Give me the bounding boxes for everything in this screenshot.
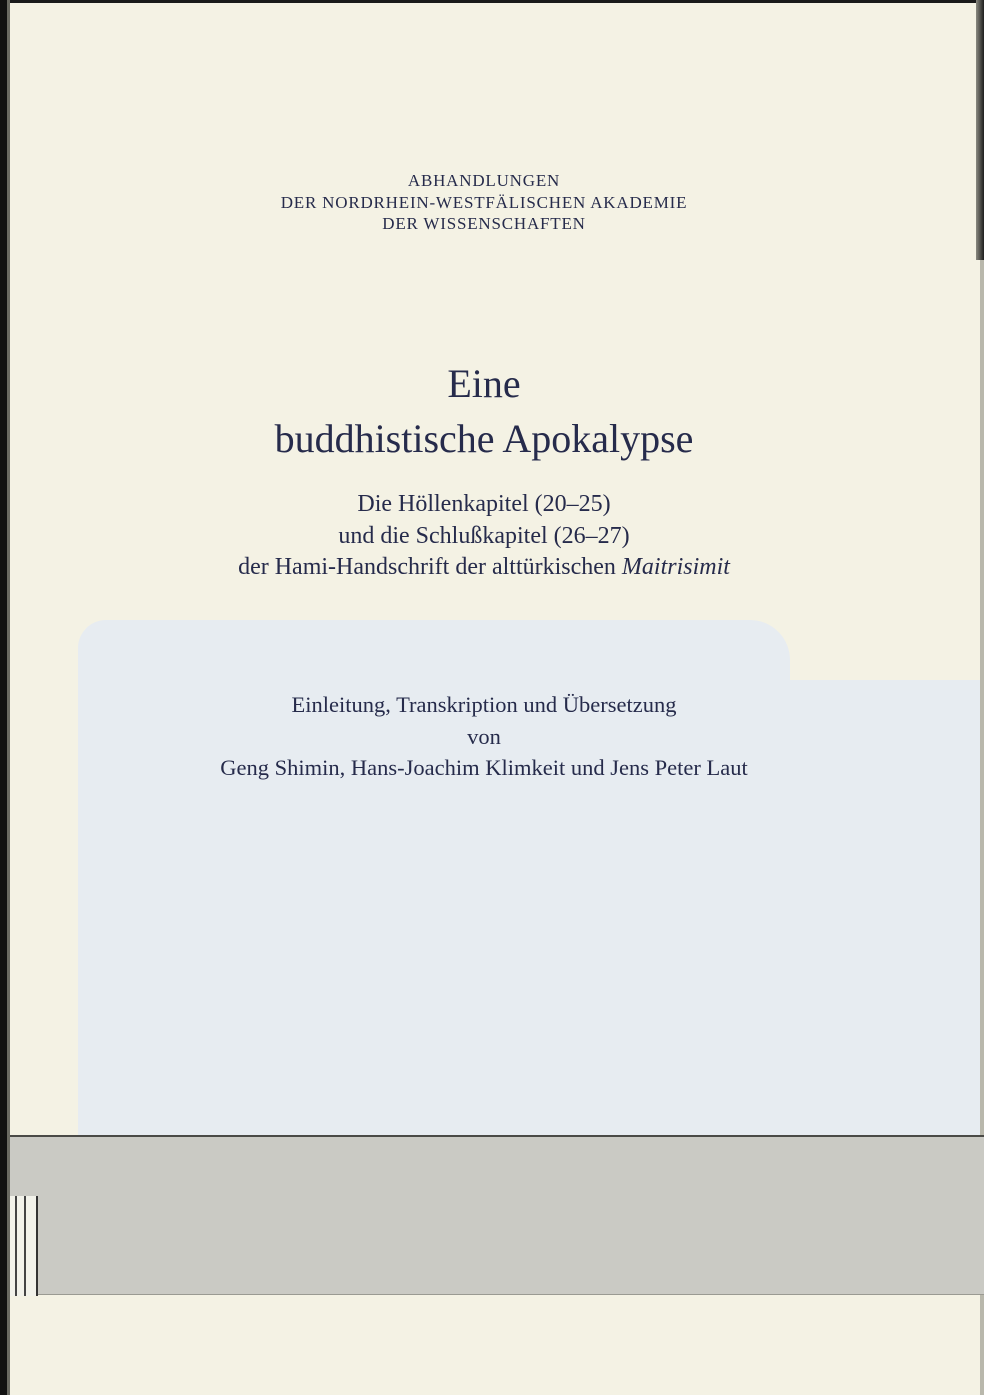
label-stub-line [24,1196,26,1296]
label-stub-line [15,1196,17,1296]
subtitle-line-text: der Hami-Handschrift der alttürkischen [238,554,622,580]
credits-line: Einleitung, Transkription und Übersetzung [291,692,677,717]
series-title [0,170,968,235]
book-title [0,356,968,466]
series-line: DER NORDRHEIN-WESTFÄLISCHEN AKADEMIE [280,192,688,212]
credits-line: von [467,723,501,749]
title-line: Eine [447,361,521,406]
library-label-stub [10,1196,38,1296]
subtitle-line: und die Schlußkapitel (26–27) [338,522,630,549]
subtitle-line: Die Höllenkapitel (20–25) [357,491,611,517]
authors-line: Geng Shimin, Hans-Joachim Klimkeit und Jens Peter Laut [220,755,748,780]
credits [0,689,968,784]
series-line: DER WISSENSCHAFTEN [382,214,586,233]
scan-edge-right [976,0,984,260]
series-line: ABHANDLUNGEN [407,171,561,190]
library-label-band [10,1135,984,1295]
subtitle-line [0,552,968,584]
work-title-italic: Maitrisimit [621,554,730,580]
title-line: buddhistische Apokalypse [274,416,694,461]
scan-edge-top [0,0,984,3]
book-subtitle [0,489,968,584]
